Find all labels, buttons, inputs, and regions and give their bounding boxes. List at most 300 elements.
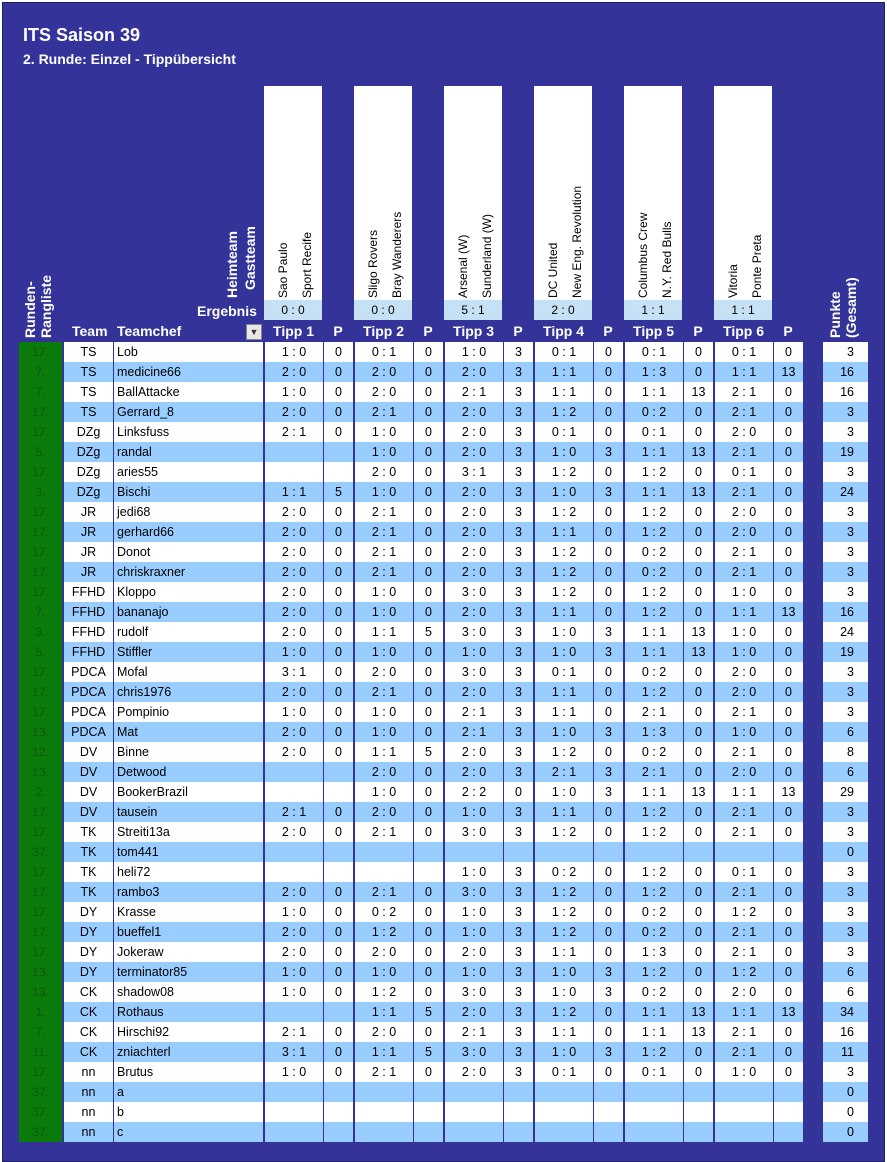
total-points-cell: 6 <box>822 762 868 782</box>
tipp-1-cell: 2 : 0 <box>264 402 323 422</box>
points-2-header: P <box>423 323 433 339</box>
match-5-home-team: Columbus Crew <box>636 212 650 298</box>
tipp-1-cell <box>264 1122 323 1142</box>
tipp-6-cell <box>714 1082 773 1102</box>
points-4-cell: 0 <box>593 462 623 482</box>
points-6-cell: 13 <box>773 602 803 622</box>
tipp-4-cell: 1 : 2 <box>534 462 593 482</box>
tipp-1-cell <box>264 842 323 862</box>
tipp-1-cell: 2 : 0 <box>264 622 323 642</box>
points-1-cell: 0 <box>323 702 353 722</box>
teamchef-cell: Kloppo <box>113 582 263 602</box>
rank-cell: 2. <box>35 785 46 799</box>
tipp-6-cell <box>714 842 773 862</box>
teamchef-cell: jedi68 <box>113 502 263 522</box>
tipp-6-cell: 1 : 1 <box>714 1002 773 1022</box>
total-points-cell: 19 <box>822 442 868 462</box>
tipp-2-cell: 2 : 0 <box>354 462 413 482</box>
points-1-cell: 0 <box>323 1022 353 1042</box>
tipp-2-cell: 1 : 0 <box>354 642 413 662</box>
tipp-4-cell: 1 : 1 <box>534 382 593 402</box>
rank-cell: 13. <box>32 965 49 979</box>
points-6-cell <box>773 842 803 862</box>
points-4-cell: 3 <box>593 482 623 502</box>
points-2-cell: 0 <box>413 522 443 542</box>
points-1-cell: 0 <box>323 1062 353 1082</box>
tipp-6-cell: 2 : 1 <box>714 562 773 582</box>
teamchef-cell: Mat <box>113 722 263 742</box>
tipp-1-cell <box>264 782 323 802</box>
rank-cell: 17. <box>32 565 49 579</box>
tipp-4-cell: 1 : 2 <box>534 402 593 422</box>
points-4-cell: 0 <box>593 942 623 962</box>
table-row <box>0 682 887 702</box>
tipp-1-cell: 2 : 0 <box>264 882 323 902</box>
points-4-cell: 0 <box>593 402 623 422</box>
table-row <box>0 882 887 902</box>
team-cell: nn <box>63 1082 113 1102</box>
tipp-2-cell: 0 : 1 <box>354 342 413 362</box>
tipp-2-cell: 2 : 1 <box>354 682 413 702</box>
points-3-cell: 3 <box>503 542 533 562</box>
tipp-3-cell <box>444 1082 503 1102</box>
tipp-3-cell: 2 : 0 <box>444 362 503 382</box>
points-6-cell: 0 <box>773 522 803 542</box>
points-1-cell: 0 <box>323 942 353 962</box>
tipp-4-cell: 1 : 2 <box>534 1002 593 1022</box>
tipp-6-header: Tipp 6 <box>723 323 764 339</box>
points-3-cell: 3 <box>503 882 533 902</box>
points-6-cell: 0 <box>773 482 803 502</box>
points-6-cell: 0 <box>773 642 803 662</box>
points-2-cell <box>413 1122 443 1142</box>
tipp-3-cell <box>444 1122 503 1142</box>
tipp-1-cell: 1 : 0 <box>264 902 323 922</box>
rank-cell: 37. <box>32 1085 49 1099</box>
rank-cell: 17. <box>32 805 49 819</box>
teamchef-cell: rambo3 <box>113 882 263 902</box>
points-6-cell: 0 <box>773 942 803 962</box>
tipp-1-cell <box>264 1102 323 1122</box>
tipp-4-cell <box>534 842 593 862</box>
rank-cell: 7. <box>35 365 46 379</box>
tipp-4-cell: 1 : 0 <box>534 642 593 662</box>
tipp-5-cell: 0 : 2 <box>624 662 683 682</box>
points-1-cell: 0 <box>323 562 353 582</box>
team-cell: JR <box>63 562 113 582</box>
tipp-1-cell <box>264 1002 323 1022</box>
table-row <box>0 902 887 922</box>
team-cell: DV <box>63 742 113 762</box>
points-4-cell: 0 <box>593 1002 623 1022</box>
points-2-cell: 0 <box>413 502 443 522</box>
points-6-cell: 0 <box>773 422 803 442</box>
points-4-cell <box>593 1102 623 1122</box>
rank-cell: 17. <box>32 905 49 919</box>
points-3-cell <box>503 1102 533 1122</box>
team-cell: DZg <box>63 462 113 482</box>
points-1-cell <box>323 842 353 862</box>
team-header: Team <box>72 323 108 339</box>
tipp-6-cell: 2 : 0 <box>714 682 773 702</box>
points-3-cell <box>503 1122 533 1142</box>
tipp-1-cell: 2 : 0 <box>264 502 323 522</box>
tipp-4-cell: 0 : 1 <box>534 422 593 442</box>
points-1-cell: 0 <box>323 582 353 602</box>
points-1-cell: 0 <box>323 682 353 702</box>
points-5-cell: 13 <box>683 782 713 802</box>
tipp-2-cell: 1 : 0 <box>354 582 413 602</box>
rank-cell: 11. <box>32 1045 49 1059</box>
points-5-cell: 0 <box>683 982 713 1002</box>
tipp-3-cell: 2 : 1 <box>444 702 503 722</box>
tipp-1-cell: 3 : 1 <box>264 1042 323 1062</box>
tipp-1-cell: 2 : 1 <box>264 802 323 822</box>
rank-cell: 7. <box>35 605 46 619</box>
points-2-cell: 0 <box>413 882 443 902</box>
points-5-cell: 0 <box>683 942 713 962</box>
points-4-header: P <box>603 323 613 339</box>
points-1-cell: 0 <box>323 502 353 522</box>
team-cell: JR <box>63 542 113 562</box>
table-row <box>0 462 887 482</box>
points-1-cell: 0 <box>323 422 353 442</box>
match-3-away-team: Sunderland (W) <box>480 213 494 298</box>
tipp-4-cell: 1 : 1 <box>534 362 593 382</box>
tipp-1-cell <box>264 442 323 462</box>
points-3-cell: 3 <box>503 582 533 602</box>
tipp-5-cell <box>624 1102 683 1122</box>
team-cell: DY <box>63 902 113 922</box>
total-points-cell: 0 <box>822 1102 868 1122</box>
tipp-6-cell: 2 : 0 <box>714 502 773 522</box>
match-4-home-team: DC United <box>546 242 560 298</box>
teamchef-cell: tausein <box>113 802 263 822</box>
tipp-3-cell: 3 : 0 <box>444 982 503 1002</box>
tipp-1-cell: 2 : 0 <box>264 822 323 842</box>
teamchef-cell: BallAttacke <box>113 382 263 402</box>
page-title: ITS Saison 39 <box>23 25 141 45</box>
points-2-cell: 0 <box>413 722 443 742</box>
heimteam-label: Heimteam <box>224 231 240 298</box>
tipp-6-cell: 2 : 1 <box>714 942 773 962</box>
points-5-cell: 0 <box>683 602 713 622</box>
points-4-cell: 0 <box>593 522 623 542</box>
table-row <box>0 1022 887 1042</box>
teamchef-cell: Pompinio <box>113 702 263 722</box>
tipp-1-cell: 1 : 0 <box>264 382 323 402</box>
teamchef-cell: bananajo <box>113 602 263 622</box>
points-5-cell <box>683 1082 713 1102</box>
points-6-cell: 0 <box>773 1062 803 1082</box>
points-3-cell: 3 <box>503 482 533 502</box>
tipp-3-cell: 1 : 0 <box>444 922 503 942</box>
tipp-4-cell: 1 : 1 <box>534 682 593 702</box>
table-row <box>0 362 887 382</box>
points-4-cell: 0 <box>593 342 623 362</box>
points-5-cell: 13 <box>683 1022 713 1042</box>
teamchef-cell: Jokeraw <box>113 942 263 962</box>
total-points-cell: 16 <box>822 382 868 402</box>
tipp-6-cell: 2 : 0 <box>714 522 773 542</box>
tipp-1-cell: 2 : 1 <box>264 1022 323 1042</box>
rank-cell: 3. <box>35 625 46 639</box>
points-3-cell: 3 <box>503 1042 533 1062</box>
points-5-cell: 0 <box>683 542 713 562</box>
points-1-cell: 0 <box>323 402 353 422</box>
points-2-cell: 0 <box>413 682 443 702</box>
rank-cell: 17. <box>32 425 49 439</box>
teamchef-cell: Lob <box>113 342 263 362</box>
tipp-4-cell <box>534 1102 593 1122</box>
points-3-cell: 3 <box>503 822 533 842</box>
points-2-cell: 5 <box>413 1002 443 1022</box>
team-cell: CK <box>63 1002 113 1022</box>
tipp-4-header: Tipp 4 <box>543 323 584 339</box>
team-cell: DZg <box>63 422 113 442</box>
points-6-cell: 0 <box>773 342 803 362</box>
points-3-cell: 3 <box>503 442 533 462</box>
tipp-6-cell: 2 : 1 <box>714 922 773 942</box>
points-2-cell: 0 <box>413 822 443 842</box>
rank-cell: 7. <box>35 1025 46 1039</box>
tipp-3-cell: 2 : 0 <box>444 442 503 462</box>
points-2-cell: 0 <box>413 442 443 462</box>
tipp-2-cell <box>354 1102 413 1122</box>
points-1-cell: 0 <box>323 822 353 842</box>
tipp-2-cell: 1 : 0 <box>354 482 413 502</box>
table-row <box>0 722 887 742</box>
points-4-cell: 3 <box>593 642 623 662</box>
tipp-4-cell: 1 : 2 <box>534 582 593 602</box>
rank-cell: 3. <box>35 485 46 499</box>
tipp-6-cell: 2 : 1 <box>714 1022 773 1042</box>
team-cell: TS <box>63 362 113 382</box>
tipp-5-cell: 1 : 1 <box>624 442 683 462</box>
tipp-5-cell: 0 : 1 <box>624 1062 683 1082</box>
rank-cell: 17. <box>32 545 49 559</box>
points-2-cell: 0 <box>413 922 443 942</box>
points-1-cell: 0 <box>323 342 353 362</box>
total-points-cell: 3 <box>822 1062 868 1082</box>
points-6-cell: 0 <box>773 922 803 942</box>
table-row <box>0 602 887 622</box>
tipp-4-cell: 1 : 1 <box>534 522 593 542</box>
points-4-cell: 3 <box>593 622 623 642</box>
points-6-header: P <box>783 323 793 339</box>
rank-cell: 13. <box>32 765 49 779</box>
tipp-3-cell: 3 : 0 <box>444 882 503 902</box>
points-6-cell: 0 <box>773 722 803 742</box>
tipp-3-cell: 3 : 0 <box>444 1042 503 1062</box>
tipp-3-cell: 1 : 0 <box>444 342 503 362</box>
points-3-cell: 3 <box>503 522 533 542</box>
tipp-2-cell: 2 : 1 <box>354 882 413 902</box>
points-2-cell <box>413 1102 443 1122</box>
points-3-cell: 3 <box>503 722 533 742</box>
tipp-5-cell: 0 : 2 <box>624 402 683 422</box>
tipp-1-cell: 2 : 0 <box>264 562 323 582</box>
points-2-cell: 0 <box>413 562 443 582</box>
tipp-5-cell <box>624 1082 683 1102</box>
points-6-cell: 0 <box>773 442 803 462</box>
tipp-3-cell: 2 : 0 <box>444 502 503 522</box>
tipp-6-cell: 1 : 2 <box>714 962 773 982</box>
table-row <box>0 442 887 462</box>
tipp-6-cell: 2 : 1 <box>714 482 773 502</box>
teamchef-cell: Hirschi92 <box>113 1022 263 1042</box>
tipp-5-cell: 1 : 2 <box>624 522 683 542</box>
tipp-5-cell: 1 : 2 <box>624 962 683 982</box>
teamchef-header: Teamchef <box>117 323 182 339</box>
tipp-4-cell <box>534 1122 593 1142</box>
tipp-6-cell: 2 : 1 <box>714 382 773 402</box>
punkte-header-text: Punkte (Gesamt) <box>827 277 859 338</box>
tipp-5-cell: 0 : 1 <box>624 342 683 362</box>
tipp-6-cell: 2 : 1 <box>714 402 773 422</box>
total-points-cell: 3 <box>822 422 868 442</box>
points-5-cell: 0 <box>683 662 713 682</box>
points-1-cell <box>323 762 353 782</box>
tipp-4-cell: 0 : 1 <box>534 662 593 682</box>
points-3-cell: 3 <box>503 382 533 402</box>
total-points-cell: 0 <box>822 842 868 862</box>
teamchef-cell: rudolf <box>113 622 263 642</box>
points-1-cell <box>323 1082 353 1102</box>
ergebnis-label: Ergebnis <box>197 303 257 319</box>
match-1-result: 0 : 0 <box>264 300 322 320</box>
points-2-cell: 0 <box>413 462 443 482</box>
rank-cell: 5. <box>35 645 46 659</box>
points-3-cell: 3 <box>503 982 533 1002</box>
match-2-away-team: Bray Wanderers <box>390 211 404 298</box>
tipp-5-cell: 1 : 1 <box>624 1022 683 1042</box>
tipp-4-cell: 1 : 1 <box>534 602 593 622</box>
tipp-6-cell: 2 : 1 <box>714 442 773 462</box>
points-4-cell: 0 <box>593 702 623 722</box>
tipp-1-cell: 1 : 0 <box>264 962 323 982</box>
table-row <box>0 742 887 762</box>
points-6-cell <box>773 1102 803 1122</box>
rank-cell: 17. <box>32 405 49 419</box>
page-subtitle: 2. Runde: Einzel - Tippübersicht <box>23 51 236 67</box>
points-3-cell: 3 <box>503 762 533 782</box>
points-2-cell: 0 <box>413 1022 443 1042</box>
tipp-3-cell: 2 : 1 <box>444 722 503 742</box>
points-2-cell: 0 <box>413 602 443 622</box>
tipp-2-cell <box>354 842 413 862</box>
tipp-4-cell: 1 : 2 <box>534 542 593 562</box>
points-1-cell: 0 <box>323 642 353 662</box>
points-1-cell: 0 <box>323 902 353 922</box>
tipp-4-cell: 2 : 1 <box>534 762 593 782</box>
rank-cell: 5. <box>35 445 46 459</box>
points-2-cell <box>413 842 443 862</box>
rank-cell: 37. <box>32 1105 49 1119</box>
points-2-cell: 0 <box>413 802 443 822</box>
table-row <box>0 782 887 802</box>
match-3-home-team: Arsenal (W) <box>456 234 470 298</box>
points-5-cell: 13 <box>683 442 713 462</box>
rank-cell: 17. <box>32 505 49 519</box>
table-row <box>0 1122 887 1142</box>
total-points-cell: 3 <box>822 582 868 602</box>
tipp-1-cell: 2 : 0 <box>264 922 323 942</box>
points-1-cell <box>323 1122 353 1142</box>
points-2-cell: 5 <box>413 622 443 642</box>
points-3-cell: 3 <box>503 422 533 442</box>
tipp-3-cell: 2 : 0 <box>444 402 503 422</box>
points-6-cell: 0 <box>773 622 803 642</box>
points-4-cell: 0 <box>593 662 623 682</box>
tipp-6-cell: 1 : 0 <box>714 622 773 642</box>
points-3-cell: 3 <box>503 602 533 622</box>
tipp-6-cell <box>714 1122 773 1142</box>
tipp-5-cell: 1 : 2 <box>624 862 683 882</box>
teamchef-cell: Brutus <box>113 1062 263 1082</box>
teamchef-cell: chriskraxner <box>113 562 263 582</box>
points-2-cell: 0 <box>413 1062 443 1082</box>
points-1-cell <box>323 442 353 462</box>
tipp-3-cell: 2 : 0 <box>444 942 503 962</box>
points-5-cell: 0 <box>683 1042 713 1062</box>
tipp-1-cell: 1 : 0 <box>264 1062 323 1082</box>
table-row <box>0 342 887 362</box>
teamchef-cell: shadow08 <box>113 982 263 1002</box>
tipp-3-cell: 3 : 1 <box>444 462 503 482</box>
team-cell: PDCA <box>63 682 113 702</box>
teamchef-cell: terminator85 <box>113 962 263 982</box>
match-6-away-team: Ponte Preta <box>750 234 764 298</box>
tipp-1-cell: 2 : 0 <box>264 742 323 762</box>
points-5-cell: 13 <box>683 382 713 402</box>
points-3-cell: 3 <box>503 862 533 882</box>
points-4-cell: 0 <box>593 742 623 762</box>
team-cell: JR <box>63 522 113 542</box>
points-1-cell: 0 <box>323 982 353 1002</box>
tipp-4-cell: 1 : 2 <box>534 922 593 942</box>
points-5-cell <box>683 1122 713 1142</box>
tipp-5-cell: 1 : 2 <box>624 462 683 482</box>
tipp-1-cell: 2 : 0 <box>264 602 323 622</box>
tipp-6-cell <box>714 1102 773 1122</box>
tipp-3-cell: 2 : 0 <box>444 762 503 782</box>
teamchef-cell: c <box>113 1122 263 1142</box>
tipp-4-cell: 1 : 0 <box>534 1042 593 1062</box>
tipp-1-header: Tipp 1 <box>273 323 314 339</box>
team-cell: FFHD <box>63 622 113 642</box>
points-1-cell: 0 <box>323 1042 353 1062</box>
tipp-3-cell: 1 : 0 <box>444 962 503 982</box>
points-6-cell: 0 <box>773 682 803 702</box>
filter-dropdown-icon[interactable]: ▼ <box>246 324 262 340</box>
tipp-4-cell <box>534 1082 593 1102</box>
points-1-cell: 0 <box>323 742 353 762</box>
tipp-2-cell: 2 : 1 <box>354 522 413 542</box>
points-5-cell: 0 <box>683 822 713 842</box>
tipp-5-cell: 1 : 1 <box>624 622 683 642</box>
points-5-cell: 0 <box>683 882 713 902</box>
points-1-cell: 0 <box>323 362 353 382</box>
match-4-result: 2 : 0 <box>534 300 592 320</box>
points-2-cell: 0 <box>413 762 443 782</box>
points-2-cell: 0 <box>413 422 443 442</box>
points-4-cell: 3 <box>593 1042 623 1062</box>
tipp-6-cell: 2 : 1 <box>714 742 773 762</box>
points-4-cell: 0 <box>593 862 623 882</box>
teamchef-cell: Rothaus <box>113 1002 263 1022</box>
points-2-cell: 5 <box>413 1042 443 1062</box>
